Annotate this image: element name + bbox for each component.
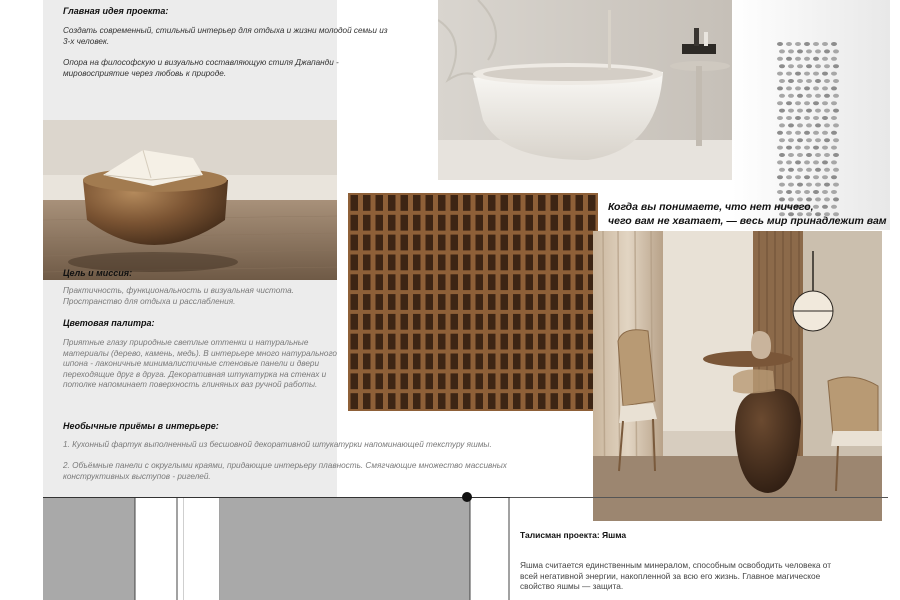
dining-room-photo: [593, 231, 882, 521]
techniques-heading: Необычные приёмы в интерьере:: [63, 421, 219, 431]
floor-plan: [43, 497, 510, 600]
techniques-item-2: 2. Объёмные панели с округлыми краями, придающие интерьеру плавность. Смягчающие множество массивных конструктивных выступов - ригелей.: [63, 461, 507, 481]
quote-line-2: чего вам не хватает, — весь мир принадлежит вам: [608, 215, 887, 227]
intro-text-2: Опора на философскую и визуально составляющую стиля Джапанди - мировосприятие через любовь к природе.: [63, 58, 339, 78]
pebble-panel-photo: [732, 0, 890, 230]
talisman-text: Яшма считается единственным минералом, способным освободить человека от всей негативной энергии, накопленной за всю его жизнь. Главное магическое свойство яшмы — защита.: [520, 560, 832, 591]
coffee-table-photo: [43, 120, 337, 280]
bathtub-photo: [438, 0, 732, 180]
plan-divider-line: [510, 497, 888, 498]
palette-heading: Цветовая палитра:: [63, 318, 155, 328]
talisman-heading: Талисман проекта: Яшма: [520, 530, 627, 540]
quote-line-1: Когда вы понимаете, что нет ничего,: [608, 201, 814, 213]
goal-heading: Цель и миссия:: [63, 268, 133, 278]
intro-heading: Главная идея проекта:: [63, 6, 169, 16]
goal-text: Практичность, функциональность и визуальная чистота. Пространство для отдыха и расслабления.: [63, 286, 294, 306]
techniques-item-1: 1. Кухонный фартук выполненный из бесшовной декоративной штукатурки напоминающей текстуру яшмы.: [63, 440, 492, 449]
plan-marker-dot: [462, 492, 472, 502]
palette-text: Приятные глазу природные светлые оттенки и натуральные материалы (дерево, камень, медь). В интерьере много натурального шпона - лаконичные минималистичные стеновые панели и двери переходящие друг в друга. Декоративная штукатурка на стенах и потолке напоминает поверхность глиняных ваз ручной работы.: [63, 338, 337, 389]
wood-slat-panel-photo: [348, 193, 598, 411]
intro-text-1: Создать современный, стильный интерьер для отдыха и жизни молодой семьи из 3-х человек.: [63, 26, 388, 46]
